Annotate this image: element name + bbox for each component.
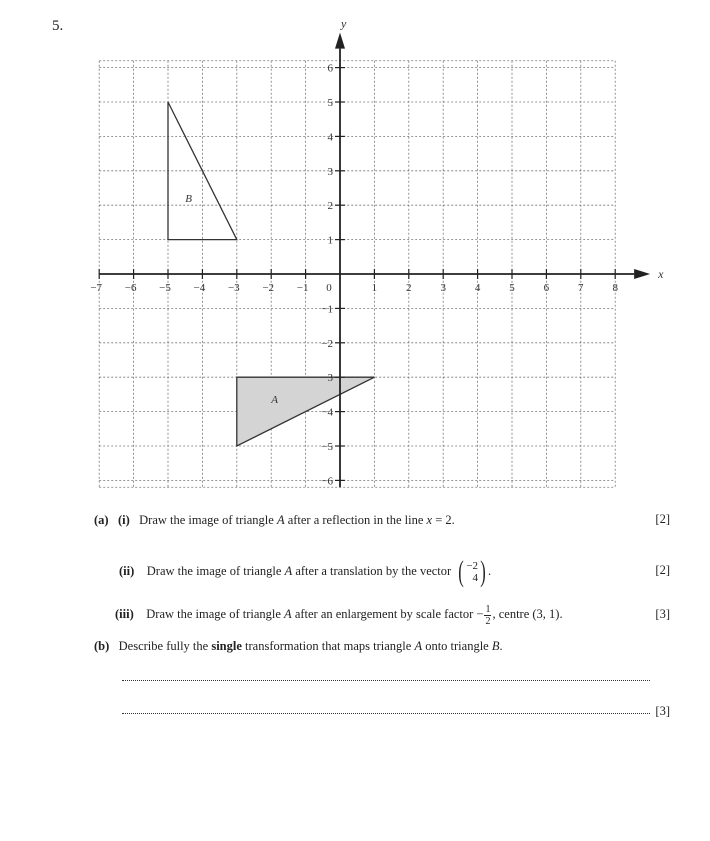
part-b-marks: [3]: [655, 704, 670, 718]
part-a-ii-after: .: [488, 564, 492, 578]
y-tick-label: −2: [321, 337, 333, 350]
x-tick-label: −2: [262, 282, 275, 294]
triangle-a: [237, 377, 375, 446]
y-axis-label: y: [341, 16, 347, 31]
part-a-iii-triangle: A: [284, 607, 292, 621]
x-tick-label: −3: [227, 282, 240, 294]
origin-label: 0: [326, 282, 332, 294]
vector-bottom: 4: [472, 572, 479, 585]
part-b-text-1: Describe fully the: [118, 639, 209, 653]
right-paren: ): [480, 555, 486, 589]
question-a-iii: [115, 601, 563, 627]
y-tick-label: 1: [327, 234, 333, 247]
y-tick-label: 6: [327, 62, 333, 75]
x-tick-label: 1: [371, 282, 378, 294]
part-a-iii-label: (iii): [115, 607, 134, 621]
part-a-i-triangle: A: [276, 513, 285, 527]
part-a-i-text-1: Draw the image of triangle: [139, 513, 274, 527]
vector-top: −2: [466, 560, 479, 573]
x-tick-label: −1: [296, 282, 309, 294]
y-axis-arrow: [335, 33, 345, 49]
x-axis-label: x: [658, 267, 664, 281]
x-tick-label: 4: [474, 282, 481, 294]
part-b-text-2: transformation that maps triangle: [245, 639, 412, 653]
triangle-a-label: A: [271, 394, 279, 406]
part-a-iii-marks: [3]: [655, 607, 670, 621]
x-tick-label: 8: [612, 282, 618, 294]
triangle-b-label: B: [185, 192, 193, 205]
x-tick-label: 5: [509, 282, 515, 294]
y-tick-label: 5: [327, 97, 333, 109]
part-b-label: (b): [94, 639, 110, 653]
translation-vector: [456, 557, 488, 587]
part-a-i-eq-rest: = 2.: [435, 513, 455, 527]
part-b-bold-word: single: [211, 639, 242, 653]
y-tick-label: −3: [321, 372, 333, 385]
part-a-ii-marks: [2]: [655, 563, 670, 577]
part-a-i-text-2: after a reflection in the line: [287, 513, 424, 527]
part-b-end: .: [499, 639, 503, 653]
x-tick-label: 2: [406, 282, 412, 294]
y-tick-label: −6: [321, 475, 333, 488]
answer-line-1[interactable]: [122, 680, 650, 681]
part-a-i-eq-var: x: [426, 513, 433, 527]
part-b-text-3: onto triangle: [425, 639, 489, 653]
part-a-iii-text-3: , centre (3, 1).: [492, 607, 563, 621]
part-a-ii-text-2: after a translation by the vector: [295, 564, 452, 578]
left-paren: (: [458, 555, 465, 589]
scale-factor-fraction: [484, 604, 491, 627]
part-b-triangle-b: B: [491, 639, 500, 653]
part-a-ii-label: (ii): [119, 564, 135, 578]
part-a-i-label: (i): [117, 513, 130, 527]
part-b-triangle-a: A: [414, 639, 423, 653]
fraction-denominator: 2: [485, 615, 491, 627]
x-tick-label: 6: [543, 282, 550, 294]
y-tick-label: −4: [321, 406, 333, 419]
part-a-iii-text-2: after an enlargement by scale factor −: [294, 607, 484, 621]
x-tick-label: 3: [440, 282, 446, 294]
y-tick-label: −1: [321, 303, 333, 316]
part-a-iii-text-1: Draw the image of triangle: [146, 607, 281, 621]
y-tick-label: −5: [321, 441, 333, 453]
fraction-numerator: 1: [485, 603, 491, 615]
x-tick-label: −7: [90, 282, 103, 294]
answer-line-2[interactable]: [122, 713, 650, 714]
x-tick-label: 7: [578, 282, 584, 294]
x-tick-label: −4: [193, 282, 206, 294]
y-tick-label: 3: [327, 165, 333, 178]
y-tick-label: 2: [327, 200, 333, 213]
x-tick-label: −6: [124, 282, 137, 294]
x-axis-arrow: [634, 269, 650, 279]
y-tick-label: 4: [327, 131, 333, 144]
part-a-label: (a): [94, 513, 109, 527]
part-a-i-marks: [2]: [655, 512, 670, 526]
part-a-ii-triangle: A: [284, 564, 293, 578]
question-b: [94, 638, 503, 654]
part-a-ii-text-1: Draw the image of triangle: [146, 564, 282, 578]
vector-column: [466, 560, 478, 584]
x-tick-label: −5: [159, 282, 171, 294]
question-a-i: [94, 512, 455, 528]
question-number: 5.: [52, 18, 64, 34]
question-a-ii: [119, 556, 491, 587]
